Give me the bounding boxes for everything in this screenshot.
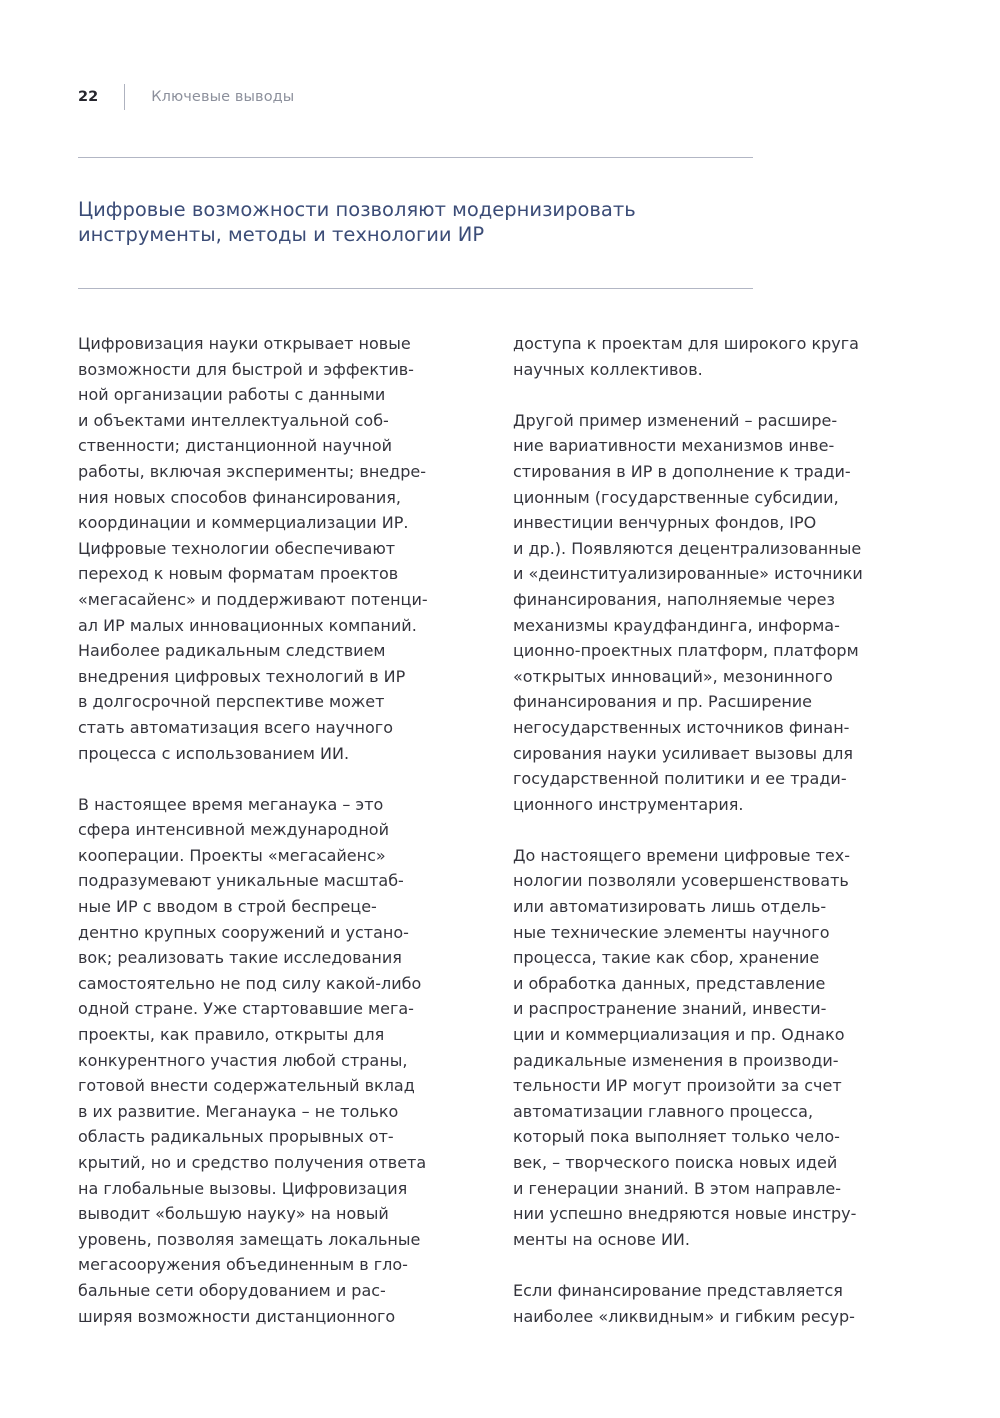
text-line: одной стране. Уже стартовавшие мега- bbox=[78, 999, 414, 1019]
text-line: ние вариативности механизмов инве- bbox=[513, 436, 835, 456]
text-line: ственности; дистанционной научной bbox=[78, 436, 393, 456]
text-line: ционного инструментария. bbox=[513, 794, 744, 814]
text-line: стирования в ИР в дополнение к тради- bbox=[513, 461, 851, 481]
text-line: сирования науки усиливает вызовы для bbox=[513, 743, 854, 763]
text-line: и объектами интеллектуальной соб- bbox=[78, 410, 389, 430]
text-line: ные технические элементы научного bbox=[513, 922, 830, 942]
text-line: мегасооружения объединенным в гло- bbox=[78, 1255, 408, 1275]
header-divider bbox=[124, 84, 125, 110]
text-line: процесса, такие как сбор, хранение bbox=[513, 948, 820, 968]
paragraph bbox=[78, 792, 458, 1329]
text-column-right bbox=[513, 331, 885, 1355]
headline-line: инструменты, методы и технологии ИР bbox=[78, 223, 485, 246]
text-line: тельности ИР могут произойти за счет bbox=[513, 1076, 842, 1096]
text-line: координации и коммерциализации ИР. bbox=[78, 513, 409, 533]
text-line: вок; реализовать такие исследования bbox=[78, 948, 402, 968]
headline-line: Цифровые возможности позволяют модернизировать bbox=[78, 198, 636, 221]
text-line: ные ИР с вводом в строй беспреце- bbox=[78, 897, 377, 917]
top-rule bbox=[78, 157, 753, 158]
text-line: крытий, но и средство получения ответа bbox=[78, 1153, 427, 1172]
text-line: работы, включая эксперименты; внедре- bbox=[78, 461, 426, 481]
text-line: доступа к проектам для широкого круга bbox=[513, 334, 859, 353]
text-line: радикальные изменения в производи- bbox=[513, 1050, 839, 1070]
text-line: «мегасайенс» и поддерживают потенци- bbox=[78, 589, 428, 609]
text-line: в их развитие. Меганаука – не только bbox=[78, 1101, 399, 1121]
text-line: сфера интенсивной международной bbox=[78, 820, 389, 840]
text-line: кооперации. Проекты «мегасайенс» bbox=[78, 845, 386, 865]
paragraph bbox=[513, 331, 885, 382]
paragraph bbox=[513, 408, 885, 818]
bottom-rule bbox=[78, 288, 753, 289]
text-line: Если финансирование представляется bbox=[513, 1280, 843, 1300]
text-line: выводит «большую науку» на новый bbox=[78, 1204, 389, 1224]
text-line: область радикальных прорывных от- bbox=[78, 1127, 394, 1147]
text-line: Цифровые технологии обеспечивают bbox=[78, 538, 396, 558]
paragraph bbox=[513, 843, 885, 1253]
text-line: и генерации знаний. В этом направле- bbox=[513, 1178, 842, 1198]
page-number: 22 bbox=[78, 89, 99, 105]
text-line: внедрения цифровых технологий в ИР bbox=[78, 666, 406, 686]
text-line: и обработка данных, представление bbox=[513, 973, 826, 993]
text-line: нологии позволяли усовершенствовать bbox=[513, 871, 849, 891]
paragraph bbox=[513, 1278, 885, 1329]
text-line: в долгосрочной перспективе может bbox=[78, 692, 385, 712]
text-line: век, – творческого поиска новых идей bbox=[513, 1153, 838, 1172]
text-line: бальные сети оборудованием и рас- bbox=[78, 1280, 386, 1300]
text-line: инвестиции венчурных фондов, IPO bbox=[513, 513, 817, 533]
text-line: подразумевают уникальные масштаб- bbox=[78, 871, 404, 891]
page-header bbox=[78, 84, 294, 110]
text-line: наиболее «ликвидным» и гибким ресур- bbox=[513, 1306, 855, 1326]
text-line: самостоятельно не под силу какой-либо bbox=[78, 973, 422, 993]
text-line: финансирования, наполняемые через bbox=[513, 589, 835, 609]
text-line: негосударственных источников финан- bbox=[513, 717, 850, 737]
text-line: В настоящее время меганаука – это bbox=[78, 794, 384, 814]
text-line: который пока выполняет только чело- bbox=[513, 1127, 840, 1147]
text-column-left bbox=[78, 331, 458, 1355]
text-line: и «деинституализированные» источники bbox=[513, 564, 863, 584]
text-line: Наиболее радикальным следствием bbox=[78, 641, 386, 661]
text-line: переход к новым форматам проектов bbox=[78, 564, 399, 584]
text-line: готовой внести содержательный вклад bbox=[78, 1076, 415, 1096]
text-line: дентно крупных сооружений и устано- bbox=[78, 922, 409, 942]
text-line: и др.). Появляются децентрализованные bbox=[513, 538, 862, 558]
text-line: на глобальные вызовы. Цифровизация bbox=[78, 1178, 408, 1198]
text-line: Цифровизация науки открывает новые bbox=[78, 334, 411, 353]
text-line: «открытых инноваций», мезонинного bbox=[513, 666, 833, 686]
text-line: ционным (государственные субсидии, bbox=[513, 487, 839, 507]
text-line: процесса с использованием ИИ. bbox=[78, 743, 350, 763]
text-line: автоматизации главного процесса, bbox=[513, 1101, 814, 1121]
text-line: государственной политики и ее тради- bbox=[513, 769, 847, 789]
text-line: конкурентного участия любой страны, bbox=[78, 1050, 408, 1070]
text-line: нии успешно внедряются новые инстру- bbox=[513, 1204, 857, 1224]
text-line: механизмы краудфандинга, информа- bbox=[513, 615, 840, 635]
section-title: Ключевые выводы bbox=[151, 89, 295, 105]
text-line: ной организации работы с данными bbox=[78, 385, 386, 405]
text-line: ширяя возможности дистанционного bbox=[78, 1306, 396, 1326]
text-line: ционно-проектных платформ, платформ bbox=[513, 641, 859, 661]
text-line: Другой пример изменений – расшире- bbox=[513, 410, 838, 430]
text-line: возможности для быстрой и эффектив- bbox=[78, 359, 414, 379]
text-line: ния новых способов финансирования, bbox=[78, 487, 401, 507]
text-line: До настоящего времени цифровые тех- bbox=[513, 845, 850, 865]
text-line: проекты, как правило, открыты для bbox=[78, 1025, 385, 1045]
text-line: менты на основе ИИ. bbox=[513, 1229, 690, 1249]
text-line: ал ИР малых инновационных компаний. bbox=[78, 615, 417, 635]
text-line: или автоматизировать лишь отдель- bbox=[513, 897, 827, 917]
text-line: уровень, позволяя замещать локальные bbox=[78, 1229, 421, 1249]
text-line: стать автоматизация всего научного bbox=[78, 717, 393, 737]
text-line: научных коллективов. bbox=[513, 359, 703, 379]
text-line: ции и коммерциализация и пр. Однако bbox=[513, 1025, 845, 1045]
text-line: финансирования и пр. Расширение bbox=[513, 692, 813, 712]
text-line: и распространение знаний, инвести- bbox=[513, 999, 827, 1019]
headline bbox=[78, 197, 718, 247]
paragraph bbox=[78, 331, 458, 766]
